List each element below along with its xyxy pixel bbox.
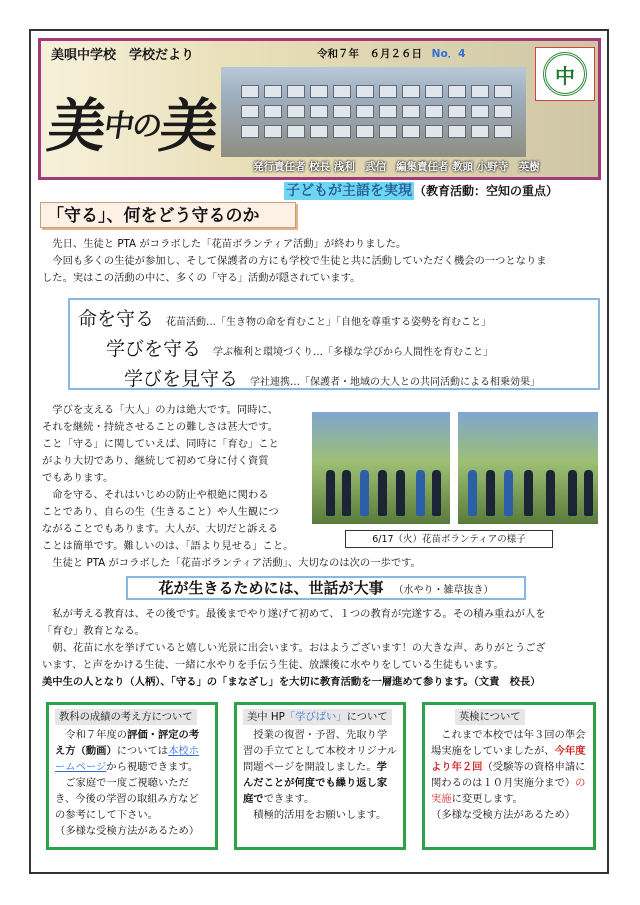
issue-info xyxy=(317,46,465,61)
subheading-highlight: 子どもが主語を実現 xyxy=(286,183,412,199)
protect-keyword: 学びを守る xyxy=(106,338,202,360)
body-line: ことであり、自らの生（生きること）や人生観につ xyxy=(42,506,279,518)
photo-caption: 6/17（火）花苗ボランティアの様子 xyxy=(345,530,553,548)
closing-line: 美中生の人となり（人柄）、「守る」の「まなざし」を大切に教育活動を一層進めて参ります。（文責 校長） xyxy=(42,676,541,688)
editor: 編集責任者 教頭 小野寺 英樹 xyxy=(395,161,540,173)
intro-line-1: 先日、生徒と PTA がコラボした「花苗ボランティア活動」が終わりました。 xyxy=(42,238,407,250)
publisher: 発行責任者 校長 浅利 武信 xyxy=(253,161,387,173)
body-line: 学びを支える「大人」の力は絶大です。同時に、 xyxy=(42,404,279,416)
protect-row xyxy=(106,334,493,361)
subheading xyxy=(284,180,558,200)
protect-desc: 学社連携…「保護者・地域の大人との共同活動による相乗効果」 xyxy=(250,377,541,388)
logo-char-2: 美 xyxy=(155,92,222,160)
volunteer-photo-1 xyxy=(312,412,450,524)
eiken-box-title: 英検について xyxy=(455,709,525,725)
eiken-info-box xyxy=(422,702,596,850)
intro-line-2: 今回も多くの生徒が参加し、そして保護者の方にも学校で生徒と共に活動していただく機会の一つとなりま xyxy=(42,255,547,267)
body-line: でもあります。 xyxy=(42,472,114,484)
newsletter-logo-title xyxy=(43,79,223,163)
homepage-link[interactable]: 本校ホームページ xyxy=(55,745,199,773)
body-line: 命を守る、それはいじめの防止や根絶に関わる xyxy=(42,489,269,501)
grading-box-title: 教科の成績の考え方について xyxy=(55,709,197,725)
newsletter-header xyxy=(38,38,601,180)
grading-box-text: 令和７年度の評価・評定の考え方（動画）については本校ホームページから視聴できます。 ご家庭で一度ご視聴いただき、今後の学習の取組み方などの参考にして下さい。 （多様な受検方法があるため） xyxy=(55,729,200,837)
grading-info-box xyxy=(46,702,218,850)
protect-keyword: 命を守る xyxy=(78,308,155,330)
school-name: 美唄中学校 学校だより xyxy=(51,48,195,63)
volunteer-photo-2 xyxy=(458,412,598,524)
issue-number: No．4 xyxy=(431,48,466,60)
flower-title: 花が生きるためには、世話が大事 xyxy=(158,579,384,597)
closing-line: 「育む」教育となる。 xyxy=(42,625,145,637)
protect-row xyxy=(78,304,491,331)
protect-desc: 学ぶ権利と環境づくり…「多様な学びから人間性を育むこと」 xyxy=(213,347,494,358)
intro-line-3: した。実はこの活動の中に、多くの「守る」活動が隠されています。 xyxy=(42,272,361,284)
body-line: がより大切であり、継続して初めて身に付く資質 xyxy=(42,455,269,467)
protect-row xyxy=(124,364,540,391)
issue-date: 令和７年 ６月２６日 xyxy=(317,48,422,60)
school-emblem-icon: 中 xyxy=(535,47,595,101)
flower-note: （水やり・雑草抜き） xyxy=(393,585,494,596)
closing-line: 朝、花苗に水を挙げていると嬉しい光景に出会います。おはようございます！の大きな声、ありがとうござ xyxy=(42,642,546,654)
logo-small: 中の xyxy=(101,109,163,144)
body-line: それを継続・持続させることの難しさは甚大です。 xyxy=(42,421,279,433)
school-building-photo xyxy=(221,67,526,157)
eiken-box-text: これまで本校では年３回の準会場実施をしていましたが、今年度より年２回（受験等の資格申請に関わるのは１０月実施分まで）の実施に変更します。 （多様な受検方法があるため） xyxy=(431,729,586,821)
closing-line: 私が考える教育は、その後です。最後までやり遂げて初めて、１つの教育が完遂する。その積み重ねが人を xyxy=(42,608,546,620)
section-title: 「守る」、何をどう守るのか xyxy=(40,202,296,228)
body-line: こと「守る」に関していえば、同時に「育む」こと xyxy=(42,438,279,450)
flower-title-box xyxy=(126,576,526,600)
closing-line: います、と声をかける生徒、一緒に水やりを手伝う生徒、放課後に水やりをしている生徒もいます。 xyxy=(42,659,504,671)
body-line: ながることでもあります。大人が、大切だと訴える xyxy=(42,523,279,535)
manabibai-box-title: 美中 HP「学びばい」について xyxy=(243,709,392,725)
credits xyxy=(253,159,546,174)
body-last-line: 生徒と PTA がコラボした「花苗ボランティア活動」、大切なのは次の一歩です。 xyxy=(42,557,421,569)
body-line: ことは簡単です。難しいのは、「語より見せる」こと。 xyxy=(42,540,294,552)
logo-char-1: 美 xyxy=(43,92,110,160)
subheading-note: （教育活動：空知の重点） xyxy=(414,184,559,198)
manabibai-box-text: 授業の復習・予習、先取り学習の手立てとして本校オリジナル問題ページを開設しました。学んだことが何度でも繰り返し家庭でできます。 積極的活用をお願いします。 xyxy=(243,729,397,821)
manabibai-info-box xyxy=(234,702,406,850)
protect-keyword: 学びを見守る xyxy=(124,368,239,390)
protect-box xyxy=(68,298,600,390)
protect-desc: 花苗活動…「生き物の命を育むこと」「自他を尊重する姿勢を育むこと」 xyxy=(166,317,492,328)
